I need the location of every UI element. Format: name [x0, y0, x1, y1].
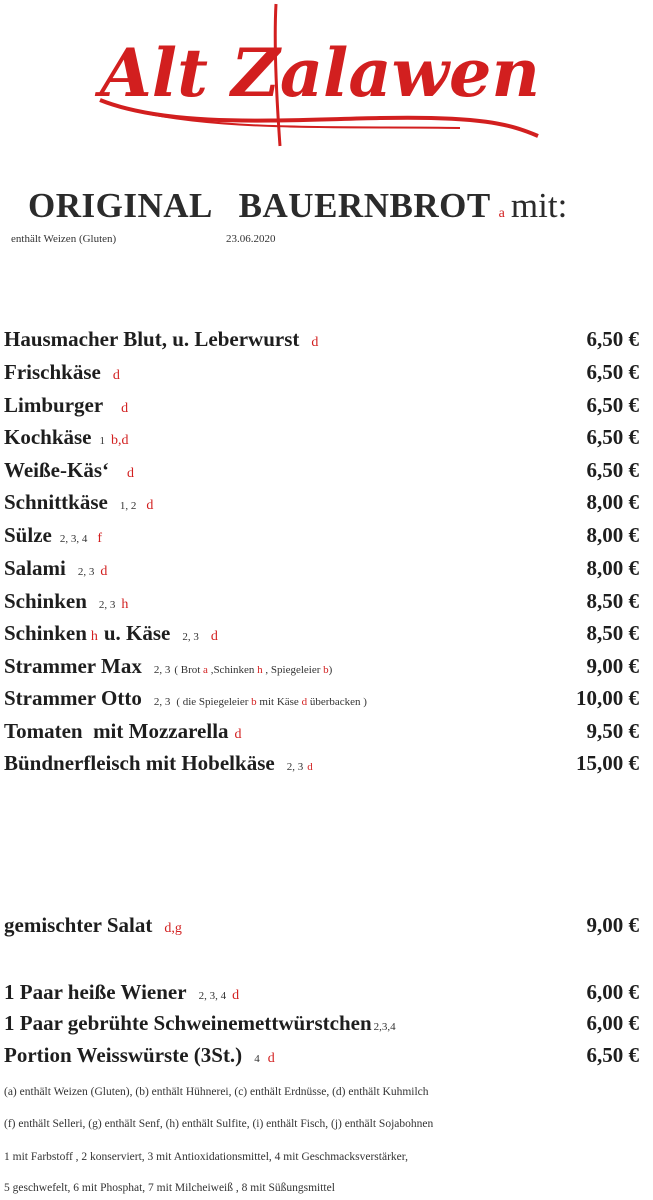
detail-allergen: d	[301, 696, 308, 708]
item-additives: 2, 3, 4	[198, 990, 227, 1002]
item-name: Portion Weisswürste (3St.)	[4, 1043, 243, 1067]
item-name: 1 Paar gebrühte Schweinemettwürstchen	[4, 1011, 372, 1035]
item-additives: 2, 3	[286, 761, 304, 773]
detail-allergen: b	[323, 664, 329, 676]
item-additives: 2, 3	[182, 631, 199, 643]
additive-legend: 1 mit Farbstoff , 2 konserviert, 3 mit Antioxidationsmittel, 4 mit Geschmacksverstärker,	[4, 1151, 408, 1163]
item-name-rest: u. Käse	[103, 621, 171, 645]
item-additives: 1, 2	[119, 500, 137, 512]
item-allergens: d	[146, 498, 154, 513]
item-allergens: d	[127, 466, 134, 481]
menu-item	[4, 751, 639, 781]
menu-item	[4, 621, 639, 651]
menu-item	[4, 1043, 639, 1073]
logo-text: Alt Zalawen	[93, 34, 540, 112]
page-title	[28, 186, 567, 226]
item-price: 6,50 €	[586, 327, 639, 351]
menu-item	[4, 913, 639, 943]
item-allergens: d	[121, 401, 129, 416]
item-allergens: d,g	[164, 921, 182, 936]
item-price: 6,50 €	[586, 425, 639, 449]
item-name: Frischkäse	[4, 360, 101, 384]
item-allergens: h	[121, 597, 129, 612]
item-name: Schinken	[4, 621, 87, 645]
item-name: Hausmacher Blut, u. Leberwurst	[4, 327, 300, 351]
item-price: 8,50 €	[586, 589, 639, 613]
item-price: 9,00 €	[586, 913, 639, 937]
item-price: 8,00 €	[586, 523, 639, 547]
item-allergens: d	[100, 564, 108, 579]
item-price: 6,00 €	[586, 980, 639, 1004]
item-additives: 2,3,4	[373, 1021, 396, 1033]
item-allergens: d	[112, 368, 120, 383]
item-price: 8,00 €	[586, 556, 639, 580]
item-allergens: b,d	[111, 433, 129, 448]
item-additives: 2, 3	[77, 566, 95, 578]
additive-legend: 5 geschwefelt, 6 mit Phosphat, 7 mit Milcheiweiß , 8 mit Süßungsmittel	[4, 1182, 335, 1194]
menu-item	[4, 360, 639, 390]
detail-allergen: h	[257, 664, 263, 676]
menu-item	[4, 393, 639, 423]
item-detail: überbacken )	[307, 696, 367, 708]
item-allergens: d	[307, 761, 313, 773]
menu-item	[4, 1011, 639, 1041]
item-additives: 2, 3	[153, 664, 171, 676]
item-allergens: f	[97, 531, 103, 546]
menu-item	[4, 589, 639, 619]
item-detail: ( die Spiegeleier	[176, 696, 252, 708]
menu-item	[4, 654, 639, 684]
item-name: Kochkäse	[4, 425, 92, 449]
item-additives: 2, 3, 4	[59, 533, 88, 545]
item-detail: , Spiegeleier	[262, 664, 324, 676]
detail-allergen: b	[251, 696, 257, 708]
gluten-note: enthält Weizen (Gluten)	[11, 233, 117, 245]
menu-item	[4, 523, 639, 553]
item-detail: ( Brot	[174, 664, 204, 676]
menu-item	[4, 490, 639, 520]
item-additives: 2, 3	[98, 599, 116, 611]
item-price: 9,50 €	[586, 719, 639, 743]
item-price: 8,50 €	[586, 621, 639, 645]
item-detail: )	[328, 664, 333, 676]
item-name: Bündnerfleisch mit Hobelkäse	[4, 751, 275, 775]
item-allergens: d	[267, 1051, 275, 1066]
item-price: 6,50 €	[586, 1043, 639, 1067]
menu-item	[4, 425, 639, 455]
item-price: 10,00 €	[576, 686, 639, 710]
item-additives: 4	[254, 1053, 260, 1065]
item-name: Strammer Otto	[4, 686, 142, 710]
menu-item	[4, 686, 639, 716]
title-allergen: a	[498, 206, 505, 221]
item-price: 15,00 €	[576, 751, 639, 775]
item-detail: ,Schinken	[207, 664, 258, 676]
item-price: 8,00 €	[586, 490, 639, 514]
restaurant-logo	[80, 0, 560, 150]
item-name: gemischter Salat	[4, 913, 153, 937]
title-main: ORIGINAL BAUERNBROT	[28, 186, 491, 225]
item-name: Tomaten mit Mozzarella	[4, 719, 229, 743]
item-price: 9,00 €	[586, 654, 639, 678]
item-name: Sülze	[4, 523, 52, 547]
menu-item	[4, 327, 639, 357]
menu-item	[4, 719, 639, 749]
item-name: Schnittkäse	[4, 490, 108, 514]
item-name: Limburger	[4, 393, 104, 417]
item-additives: 2, 3	[153, 696, 171, 708]
menu-item	[4, 556, 639, 586]
item-name: 1 Paar heiße Wiener	[4, 980, 187, 1004]
item-price: 6,50 €	[586, 458, 639, 482]
item-name: Strammer Max	[4, 654, 142, 678]
item-price: 6,50 €	[586, 360, 639, 384]
menu-item	[4, 458, 639, 488]
item-name: Salami	[4, 556, 66, 580]
menu-item	[4, 980, 639, 1010]
item-price: 6,50 €	[586, 393, 639, 417]
item-additives: 1	[99, 435, 106, 447]
item-price: 6,00 €	[586, 1011, 639, 1035]
item-allergens: d	[210, 629, 218, 644]
item-name: Weiße-Käs‘	[4, 458, 109, 482]
item-detail: mit Käse	[256, 696, 302, 708]
item-allergens: d	[311, 335, 319, 350]
allergen-legend: (a) enthält Weizen (Gluten), (b) enthält Hühnerei, (c) enthält Erdnüsse, (d) enthält Kuhmilch	[4, 1086, 429, 1098]
detail-allergen: a	[203, 664, 208, 676]
menu-date: 23.06.2020	[226, 233, 276, 245]
name-allergen: h	[90, 629, 98, 644]
title-suffix: mit:	[510, 186, 568, 225]
item-allergens: d	[232, 988, 240, 1003]
allergen-legend: (f) enthält Selleri, (g) enthält Senf, (h) enthält Sulfite, (i) enthält Fisch, (j) enthält Sojabohnen	[4, 1118, 434, 1130]
item-allergens: d	[234, 727, 242, 742]
item-name: Schinken	[4, 589, 87, 613]
